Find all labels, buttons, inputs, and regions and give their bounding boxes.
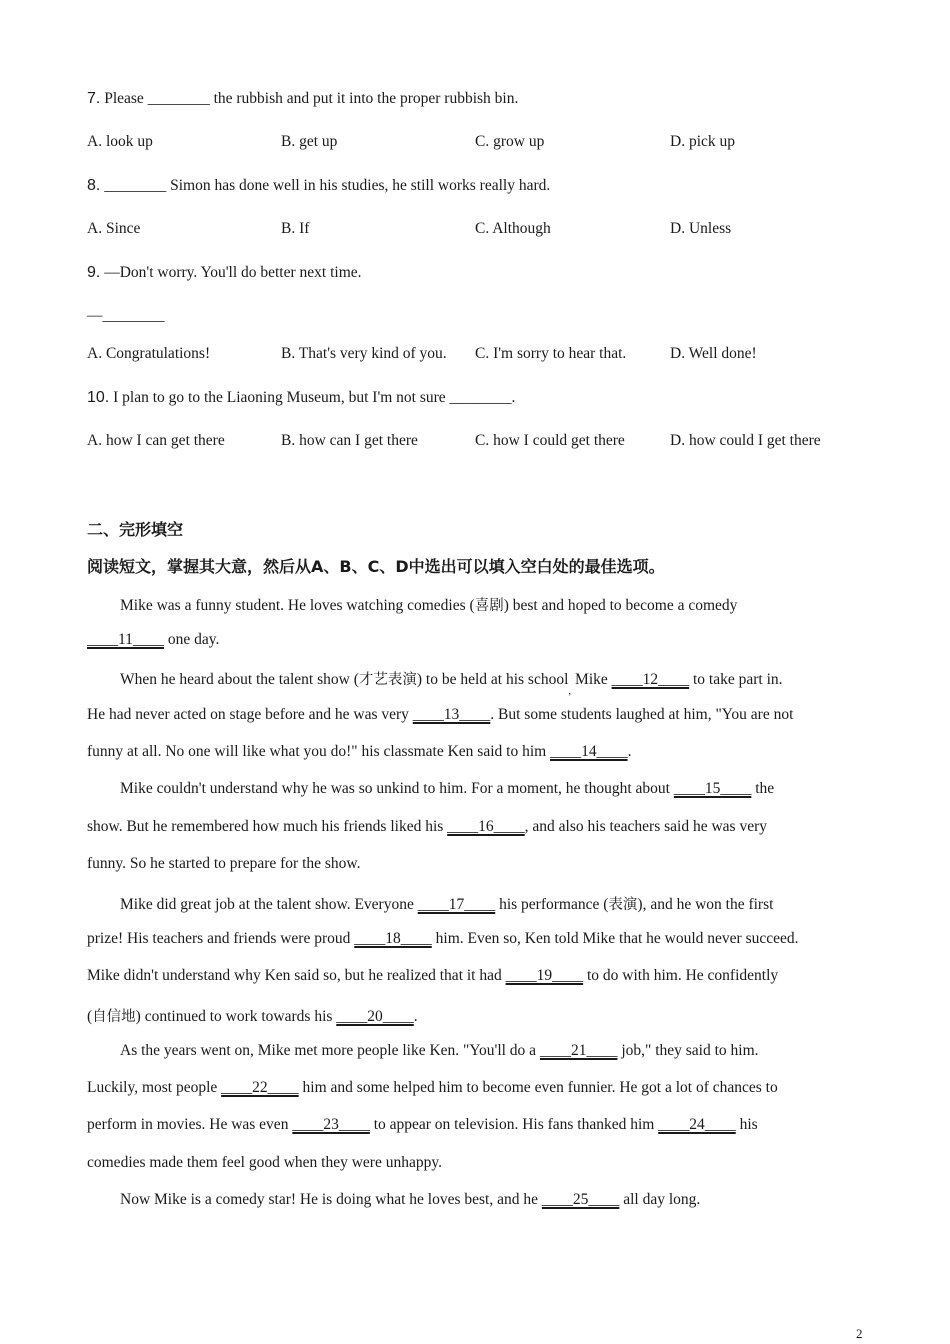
option-b: B. how can I get there — [281, 432, 418, 449]
question-8-stem — [87, 177, 550, 195]
option-d: D. pick up — [670, 133, 736, 150]
question-text: ________ Simon has done well in his studies, he still works really hard. — [100, 177, 551, 194]
passage-line: comedies made them feel good when they were unhappy. — [87, 1154, 442, 1171]
passage-line: funny at all. No one will like what you do!" his classmate Ken said to him ____14____. — [87, 743, 632, 760]
blank-16: ____16____ — [447, 818, 525, 835]
question-number: 8. — [87, 177, 101, 194]
option-c: C. Although — [475, 220, 551, 237]
blank-17: ____17____ — [417, 896, 496, 913]
section-instruction: 阅读短文，掌握其大意，然后从A、B、C、D中选出可以填入空白处的最佳选项。 — [87, 557, 665, 576]
question-number: 10. — [87, 389, 110, 406]
blank-11: ____11____ — [87, 631, 164, 648]
question-9-reply: —________ — [87, 307, 165, 324]
page-number: 2 — [856, 1326, 863, 1341]
question-10-stem — [87, 389, 515, 407]
question-number: 9. — [87, 264, 101, 281]
passage-line: ____11____ one day. — [87, 631, 220, 648]
passage-line: Now Mike is a comedy star! He is doing what he loves best, and he ____25____ all day long. — [120, 1191, 701, 1208]
passage-line: (自信地) continued to work towards his ____20____. — [87, 1008, 418, 1025]
blank-20: ____20____ — [336, 1008, 414, 1025]
blank-13: ____13____ — [412, 706, 491, 723]
passage-line: As the years went on, Mike met more people like Ken. "You'll do a ____21____ job," they said to him. — [120, 1042, 759, 1059]
question-number: 7. — [87, 90, 101, 107]
blank-23: ____23____ — [292, 1116, 370, 1133]
blank-25: ____25____ — [541, 1191, 620, 1208]
passage-line: Mike was a funny student. He loves watching comedies (喜剧) best and hoped to become a comedy — [120, 597, 738, 614]
option-c: C. how I could get there — [475, 432, 625, 449]
option-d: D. how could I get there — [670, 432, 821, 449]
passage-line: Mike couldn't understand why he was so unkind to him. For a moment, he thought about ____15____ the — [120, 780, 775, 797]
passage-line: funny. So he started to prepare for the show. — [87, 855, 361, 872]
option-a: A. Since — [87, 220, 141, 237]
option-c: C. I'm sorry to hear that. — [475, 345, 627, 362]
passage-line: He had never acted on stage before and he was very ____13____. But some students laughed at him, "You are not — [87, 706, 794, 723]
blank-22: ____22____ — [221, 1079, 299, 1096]
blank-24: ____24____ — [658, 1116, 736, 1133]
option-b: B. That's very kind of you. — [281, 345, 447, 362]
option-c: C. grow up — [475, 133, 545, 150]
option-b: B. get up — [281, 133, 338, 150]
section-title: 二、完形填空 — [87, 520, 184, 539]
option-b: B. If — [281, 220, 310, 237]
option-a: A. look up — [87, 133, 153, 150]
question-text: I plan to go to the Liaoning Museum, but I'm not sure ________. — [109, 389, 516, 406]
blank-12: ____12____ — [611, 671, 690, 688]
blank-14: ____14____ — [550, 743, 628, 760]
blank-21: ____21____ — [539, 1042, 618, 1059]
option-a: A. how I can get there — [87, 432, 225, 449]
passage-line: Luckily, most people ____22____ him and some helped him to become even funnier. He got a lot of chances to — [87, 1079, 778, 1096]
passage-line: show. But he remembered how much his friends liked his ____16____, and also his teachers said he was very — [87, 818, 767, 835]
blank-18: ____18____ — [354, 930, 432, 947]
passage-line: When he heard about the talent show (才艺表演) to be held at his school$_,$ Mike ____12____ to take part in. — [120, 671, 783, 697]
blank-15: ____15____ — [673, 780, 752, 797]
question-text: —Don't worry. You'll do better next time. — [100, 264, 362, 281]
passage-line: prize! His teachers and friends were proud ____18____ him. Even so, Ken told Mike that he would never succeed. — [87, 930, 799, 947]
option-d: D. Unless — [670, 220, 732, 237]
question-9-stem — [87, 264, 362, 282]
question-7-stem — [87, 90, 518, 108]
passage-line: perform in movies. He was even ____23____ to appear on television. His fans thanked him ____24____ his — [87, 1116, 758, 1133]
passage-line: Mike did great job at the talent show. Everyone ____17____ his performance (表演), and he won the first — [120, 896, 774, 913]
passage-line: Mike didn't understand why Ken said so, but he realized that it had ____19____ to do with him. He confidently — [87, 967, 779, 984]
question-text: Please ________ the rubbish and put it into the proper rubbish bin. — [100, 90, 519, 107]
blank-19: ____19____ — [505, 967, 584, 984]
option-a: A. Congratulations! — [87, 345, 211, 362]
option-d: D. Well done! — [670, 345, 757, 362]
